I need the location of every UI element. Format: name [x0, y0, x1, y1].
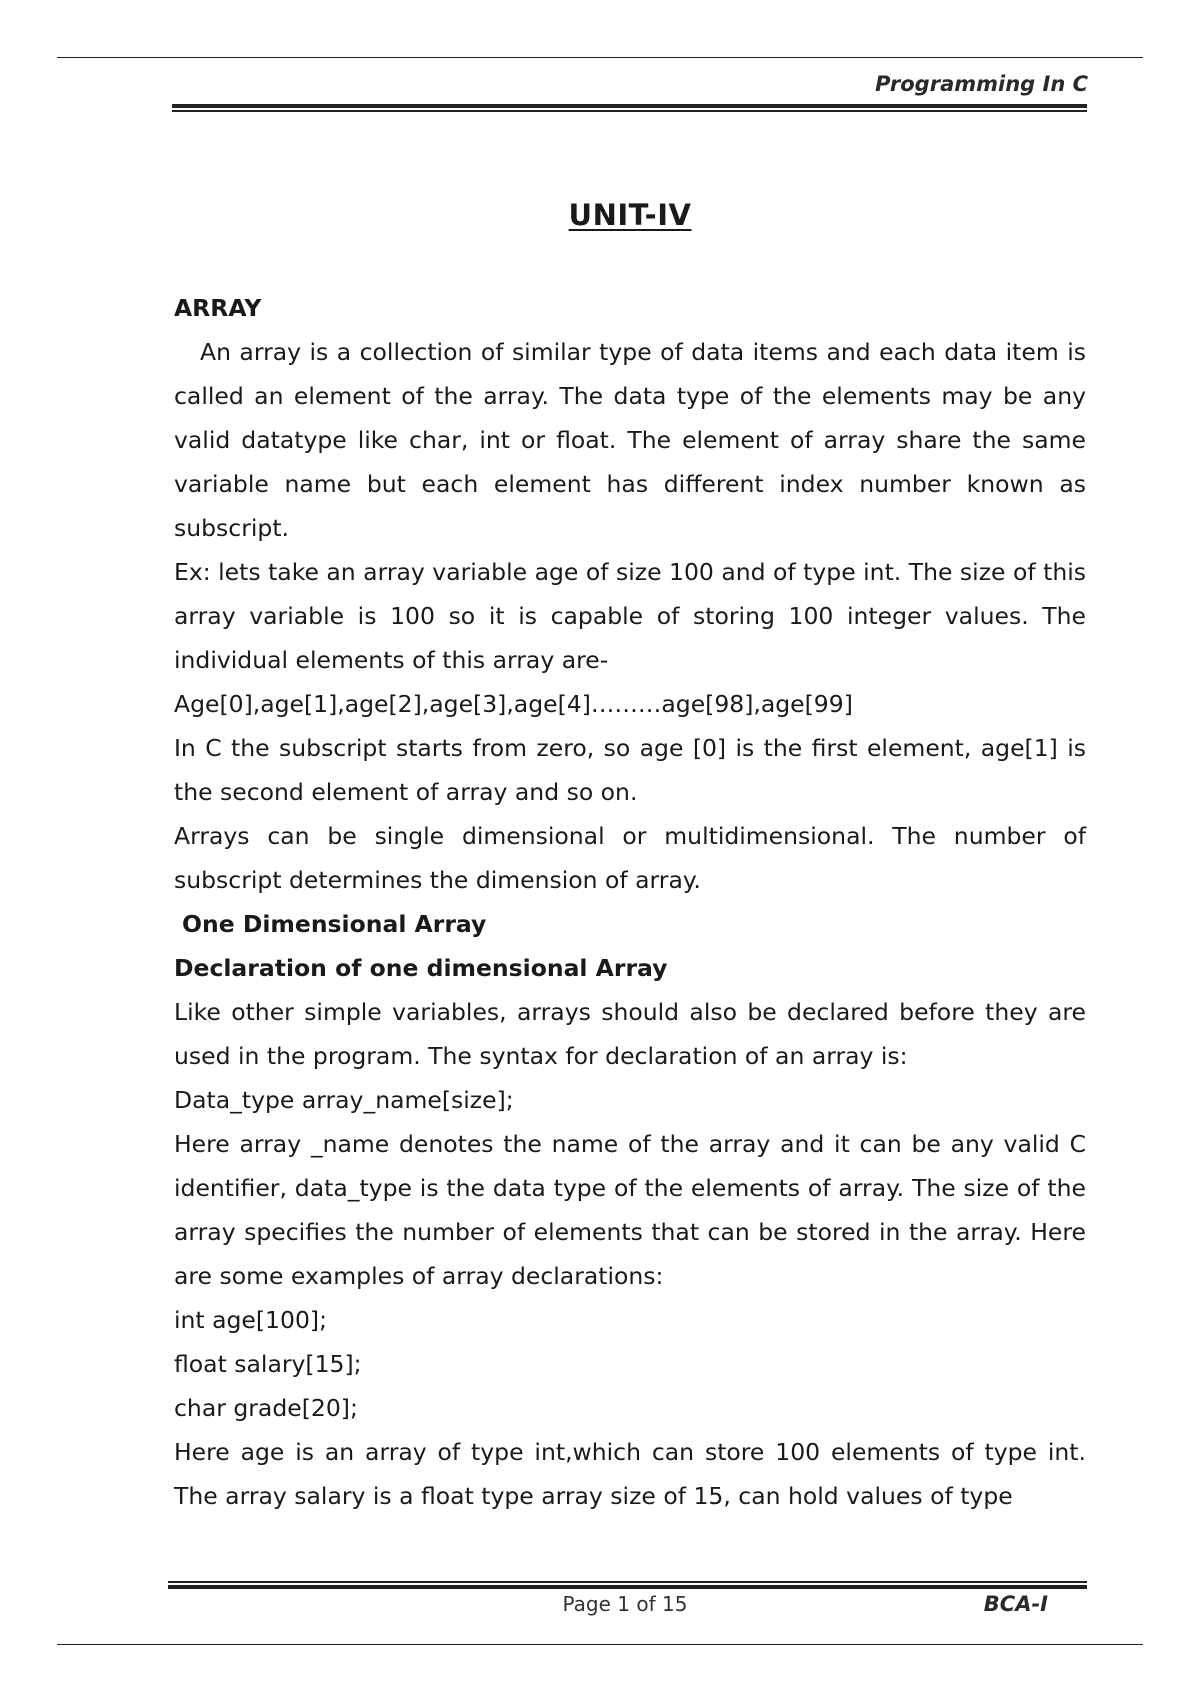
paragraph-examples-explanation: Here age is an array of type int,which can store 100 elements of type int. The array salary is a float type array size of 15, can hold values of type	[174, 1438, 1086, 1510]
paragraph-syntax-explanation: Here array _name denotes the name of the array and it can be any valid C identifier, data_type is the data type of the elements of array. The size of the array specifies the number of elements that can be stored in the array. Here are some examples of array declarations:	[174, 1130, 1086, 1290]
subheading-one-dimensional: One Dimensional Array	[182, 910, 487, 938]
unit-title: UNIT-IV	[568, 198, 692, 232]
paragraph-array-definition: An array is a collection of similar type of data items and each data item is called an element of the array. The data type of the elements may be any valid datatype like char, int or float. The element of array share the same variable name but each element has different index number known as subscript.	[174, 338, 1086, 542]
code-example-float: float salary[15];	[174, 1350, 362, 1378]
subheading-declaration: Declaration of one dimensional Array	[174, 954, 668, 982]
document-body	[174, 286, 1086, 1518]
paragraph-declaration-intro: Like other simple variables, arrays should also be declared before they are used in the program. The syntax for declaration of an array is:	[174, 998, 1086, 1070]
paragraph-subscript-zero: In C the subscript starts from zero, so age [0] is the first element, age[1] is the second element of array and so on.	[174, 734, 1086, 806]
footer-page-number: Page 1 of 15	[562, 1592, 688, 1616]
footer-double-rule	[168, 1581, 1087, 1589]
page-top-edge-rule	[57, 57, 1143, 58]
paragraph-element-list: Age[0],age[1],age[2],age[3],age[4]………age[98],age[99]	[174, 690, 853, 718]
code-example-char: char grade[20];	[174, 1394, 358, 1422]
paragraph-example: Ex: lets take an array variable age of size 100 and of type int. The size of this array variable is 100 so it is capable of storing 100 integer values. The individual elements of this array are-	[174, 558, 1086, 674]
section-heading-array: ARRAY	[174, 294, 262, 322]
page-bottom-edge-rule	[57, 1644, 1143, 1645]
header-double-rule	[172, 104, 1087, 112]
code-example-int: int age[100];	[174, 1306, 327, 1334]
code-syntax-line: Data_type array_name[size];	[174, 1086, 514, 1114]
paragraph-dimensions: Arrays can be single dimensional or multidimensional. The number of subscript determines the dimension of array.	[174, 822, 1086, 894]
footer-course-label: BCA-I	[983, 1592, 1048, 1616]
running-header-title: Programming In C	[875, 72, 1088, 96]
